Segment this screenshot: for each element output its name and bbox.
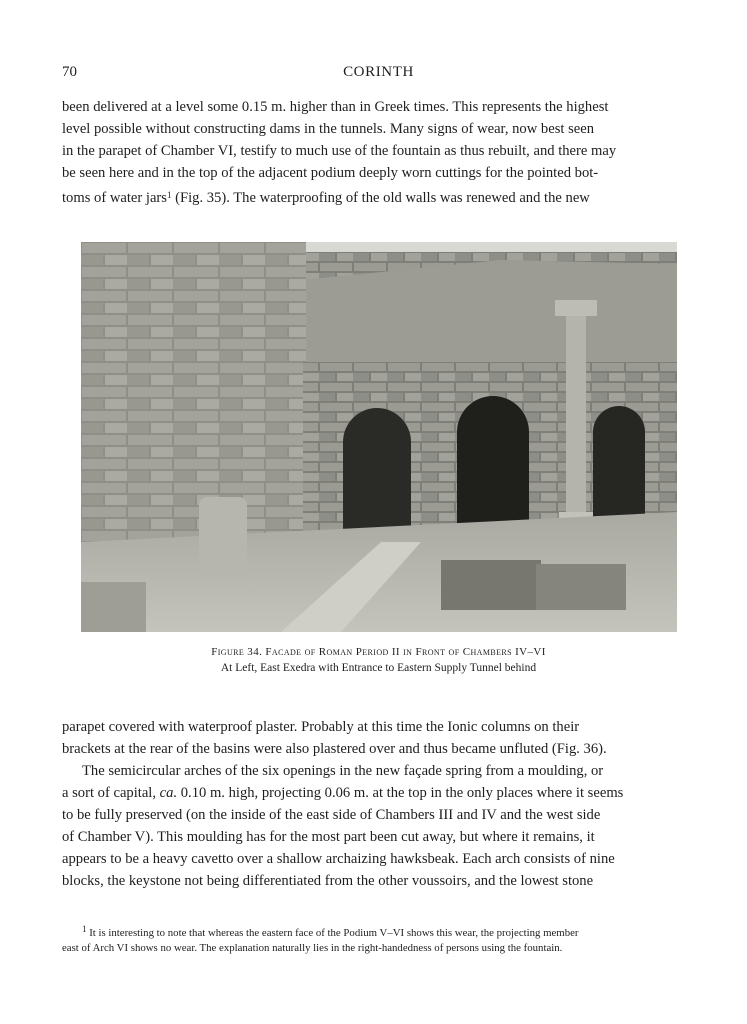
column-capital-shape [555,300,597,316]
paragraph-2 [62,716,695,760]
figure-caption-title: Figure 34. Facade of Roman Period II in Front of Chambers IV–VI [211,646,546,658]
text-line: appears to be a heavy cavetto over a shallow archaizing hawksbeak. Each arch consists of nine [62,851,615,867]
round-block-shape [199,497,247,577]
italic-text: ca. [159,785,178,801]
footnote [62,920,695,958]
figure-caption-subtitle: At Left, East Exedra with Entrance to Eastern Supply Tunnel behind [220,662,537,674]
arch-opening-3 [593,406,645,532]
footnote-reference: 1 [166,190,172,200]
text-line: to be fully preserved (on the inside of the east side of Chambers III and IV and the west side [62,807,601,823]
footnote-marker: 1 [82,924,87,934]
left-wall-shape [81,242,306,542]
text-line: in the parapet of Chamber VI, testify to much use of the fountain as thus rebuilt, and there may [62,143,617,159]
running-title: CORINTH [343,64,414,80]
figure-photograph [81,242,677,632]
foreground-block-shape-2 [536,564,626,610]
text-line: The semicircular arches of the six openings in the new façade spring from a moulding, or [82,763,604,779]
text-line: level possible without constructing dams in the tunnels. Many signs of wear, now best seen [62,121,595,137]
footnote-line [62,920,695,939]
text-fragment: a sort of capital, [62,785,160,801]
footnote-line: east of Arch VI shows no wear. The explanation naturally lies in the right-handedness of persons using the fountain. [62,942,563,954]
text-line: be seen here and in the top of the adjacent podium deeply worn cuttings for the pointed bot- [62,165,599,181]
text-fragment: (Fig. 35). The waterproofing of the old walls was renewed and the new [171,190,590,206]
text-fragment: toms of water jars [62,190,167,206]
text-fragment: It is interesting to note that whereas the eastern face of the Podium V–VI shows this wear, the projecting member [86,927,579,939]
foreground-block-shape [441,560,541,610]
text-line [62,184,695,206]
foreground-block-shape-3 [81,582,146,632]
text-line: brackets at the rear of the basins were also plastered over and thus became unfluted (Fig. 36). [62,741,607,757]
column-shape [566,312,586,532]
arch-opening-2 [457,396,529,532]
hillside-shape [281,260,677,372]
paragraph-3 [62,760,695,892]
running-head [62,64,695,86]
text-fragment: 0.10 m. high, projecting 0.06 m. at the top in the only places where it seems [177,785,624,801]
text-line: parapet covered with waterproof plaster. Probably at this time the Ionic columns on their [62,719,580,735]
page-number: 70 [62,64,77,80]
text-line: blocks, the keystone not being differentiated from the other voussoirs, and the lowest stone [62,873,594,889]
text-line [62,782,695,804]
top-paragraph [62,96,695,206]
arch-opening-1 [343,408,411,532]
text-line: been delivered at a level some 0.15 m. higher than in Greek times. This represents the highest [62,99,609,115]
text-line: of Chamber V). This moulding has for the most part been cut away, but where it remains, it [62,829,595,845]
